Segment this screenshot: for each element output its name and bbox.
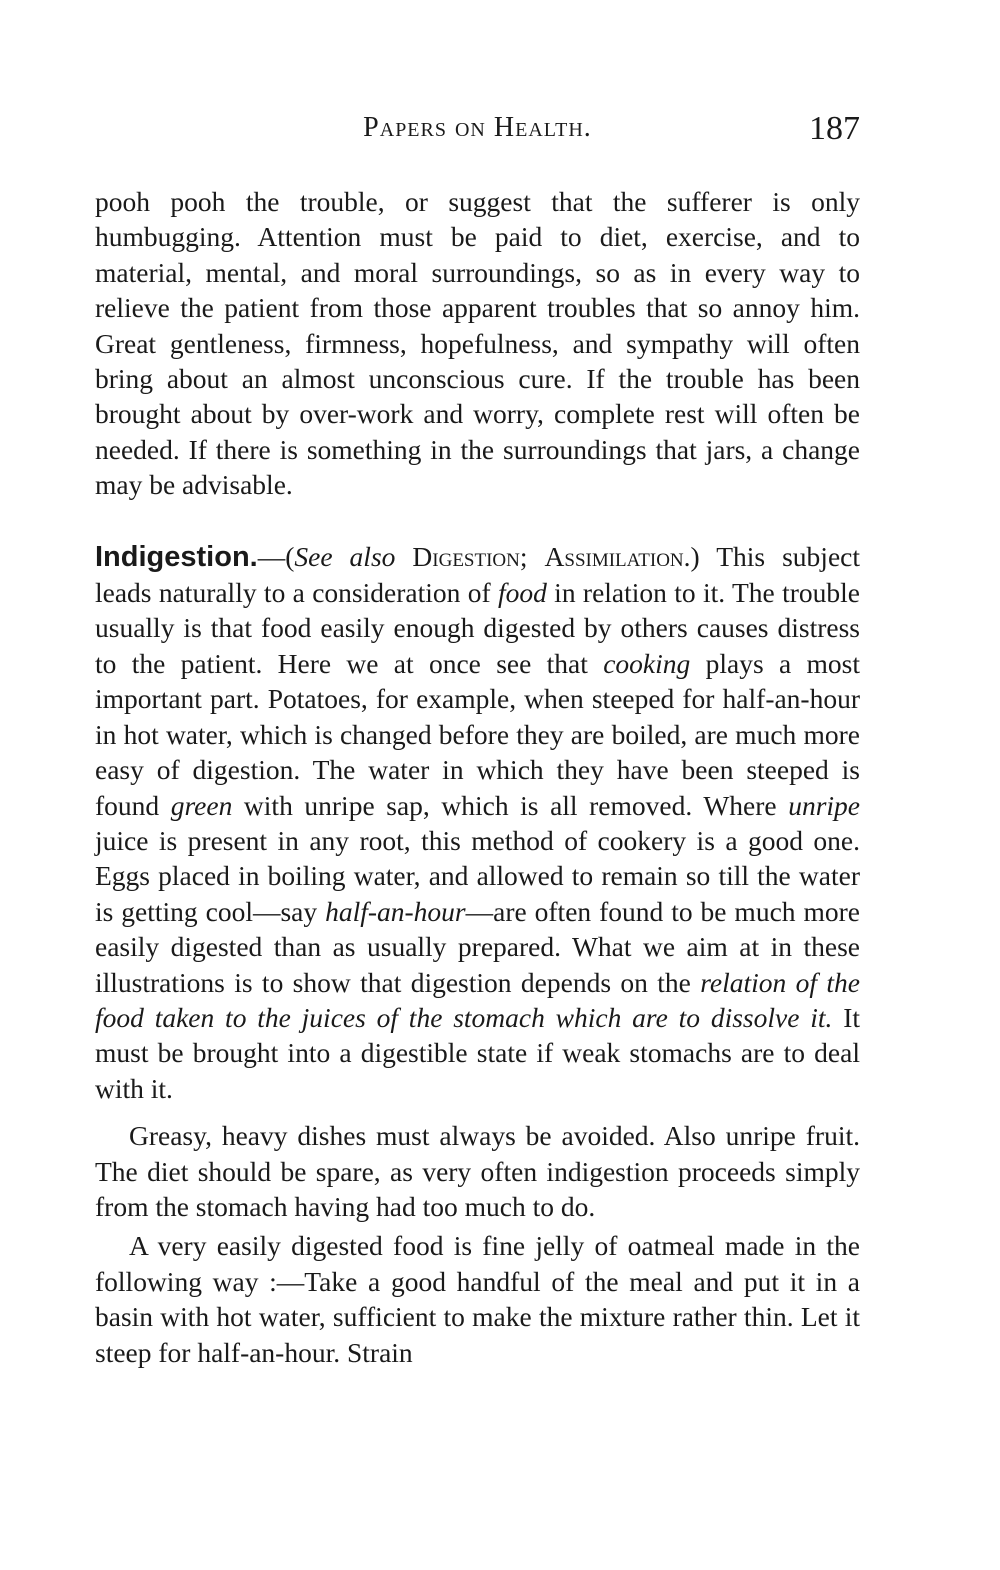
body-text <box>95 184 860 1370</box>
text-run: juice is present in any root, this method of cookery is a good one. Eggs placed in boiling water, and allowed to remain so till the water is getting cool—say <box>95 824 860 927</box>
text-run: This subject leads naturally to a consideration of <box>95 540 860 609</box>
page-header <box>95 112 860 152</box>
italic-text: relation of the food taken to the juices of the stomach which are to dissolve it. <box>95 966 860 1033</box>
section-heading: Indigestion. <box>95 540 258 573</box>
text-run: plays a most important part. Potatoes, for example, when steeped for half-an-hour in hot water, which is changed before they are boiled, are much more easy of digestion. The water in which they have been steeped is found <box>95 647 860 821</box>
page-number: 187 <box>809 110 860 147</box>
running-title: Papers on Health. <box>363 112 592 143</box>
italic-text: cooking <box>603 647 691 679</box>
paragraph-greasy-dishes: Greasy, heavy dishes must always be avoided. Also unripe fruit. The diet should be spare, as very often indigestion proceeds simply from the stomach having had too much to do. <box>95 1120 860 1222</box>
paragraph-indigestion <box>95 539 860 1107</box>
text-run: —are often found to be much more easily digested than as usually prepared. What we aim at in these illustrations is to show that digestion depends on the <box>95 895 860 998</box>
text-run: with unripe sap, which is all removed. Where <box>232 789 789 821</box>
italic-text: food <box>497 577 547 609</box>
text-run: It must be brought into a digestible state if weak stomachs are to deal with it. <box>95 1001 860 1104</box>
italic-text: unripe <box>788 789 860 821</box>
see-also-label: See also <box>294 540 396 572</box>
italic-text: green <box>170 789 233 821</box>
cross-ref-digestion: Digestion <box>412 540 520 572</box>
heading-dash: —( <box>257 540 295 572</box>
cross-ref-close: ) <box>690 540 700 572</box>
cross-ref-assimilation: Assimilation. <box>544 540 691 572</box>
paragraph-continuation: pooh pooh the trouble, or suggest that the sufferer is only humbugging. Attention must be paid to diet, exercise, and to material, mental, and moral surroundings, so as in every way to relieve the patient from those apparent troubles that so annoy him. Great gentleness, firmness, hopefulness, and sympathy will often bring about an almost unconscious cure. If the trouble has been brought about by over-work and worry, complete rest will often be needed. If there is something in the surroundings that jars, a change may be advisable. <box>95 186 860 501</box>
paragraph-oatmeal-jelly: A very easily digested food is fine jelly of oatmeal made in the following way :—Take a good handful of the meal and put it in a basin with hot water, sufficient to make the mixture rather thin. Let it steep for half-an-hour. Strain <box>95 1230 860 1368</box>
italic-text: half-an-hour <box>325 895 466 927</box>
text-run: in relation to it. The trouble usually is that food easily enough digested by others causes distress to the patient. Here we at once see that <box>95 577 860 679</box>
cross-ref-separator: ; <box>519 540 545 572</box>
